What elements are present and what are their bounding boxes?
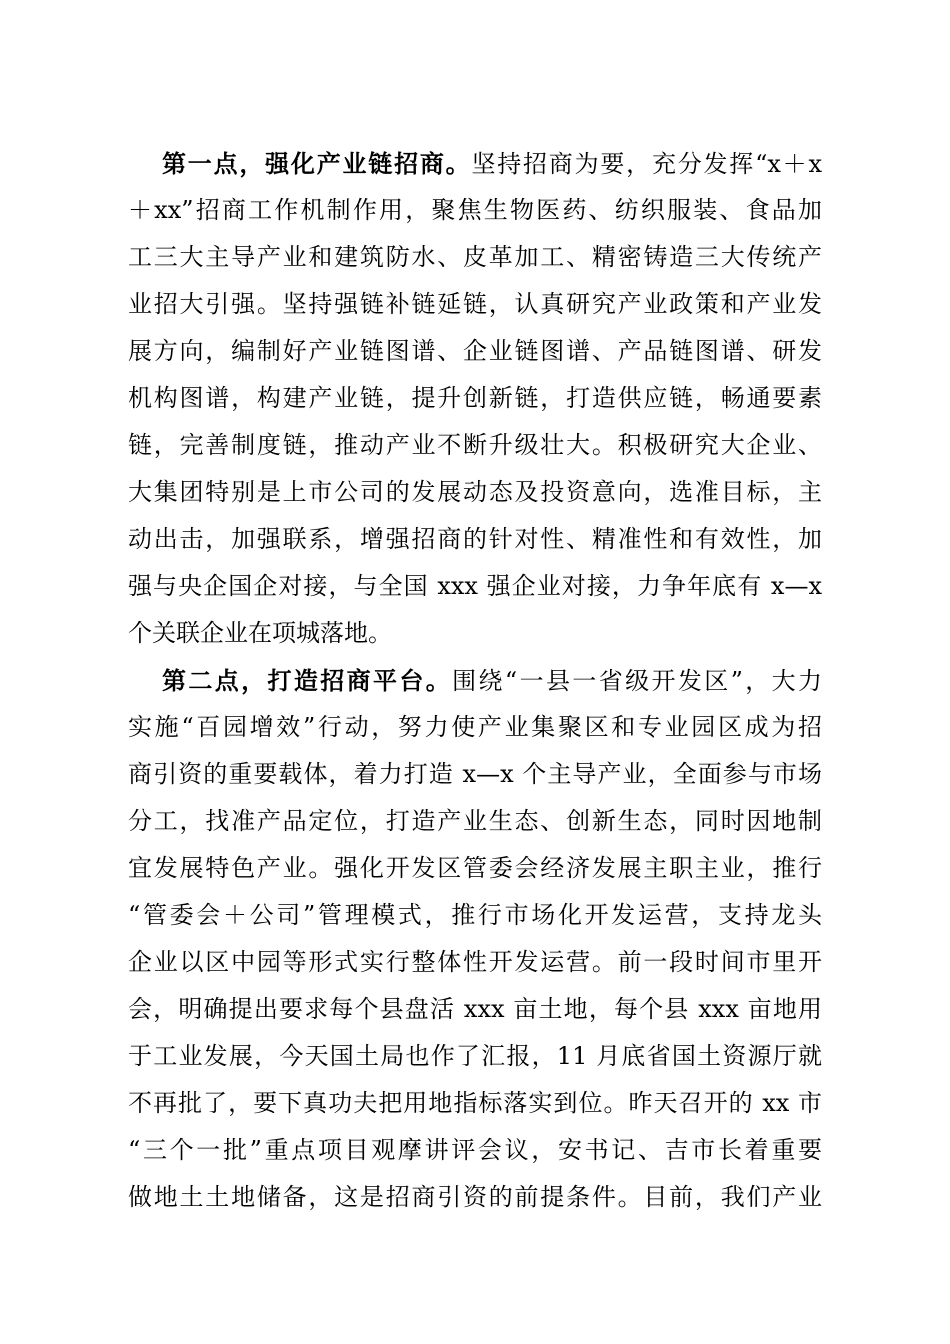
- text-line: 商引资的重要载体，着力打造 x—x 个主导产业，全面参与市场: [128, 760, 822, 788]
- text-run: 坚持招商为要，充分发挥“x＋x: [471, 150, 822, 178]
- text-line: 宜发展特色产业。强化开发区管委会经济发展主职主业，推行: [128, 854, 822, 882]
- paragraph-heading: 第一点，强化产业链招商。: [162, 149, 472, 178]
- text-line: 链，完善制度链，推动产业不断升级壮大。积极研究大企业、: [128, 431, 822, 459]
- text-line: 业招大引强。坚持强链补链延链，认真研究产业政策和产业发: [128, 290, 822, 318]
- text-line: “三个一批”重点项目观摩讲评会议，安书记、吉市长着重要: [128, 1136, 822, 1164]
- text-line: 实施“百园增效”行动，努力使产业集聚区和专业园区成为招: [128, 713, 822, 741]
- paragraph-industry-chain: [128, 140, 822, 657]
- text-line: 机构图谱，构建产业链，提升创新链，打造供应链，畅通要素: [128, 384, 822, 412]
- document-body: [128, 140, 822, 1221]
- text-line: 展方向，编制好产业链图谱、企业链图谱、产品链图谱、研发: [128, 337, 822, 365]
- text-line: 企业以区中园等形式实行整体性开发运营。前一段时间市里开: [128, 948, 822, 976]
- text-line: 做地土土地储备，这是招商引资的前提条件。目前，我们产业: [128, 1183, 822, 1211]
- text-line: 工三大主导产业和建筑防水、皮革加工、精密铸造三大传统产: [128, 243, 822, 271]
- text-line: 于工业发展，今天国土局也作了汇报，11 月底省国土资源厅就: [128, 1042, 822, 1070]
- text-line: 分工，找准产品定位，打造产业生态、创新生态，同时因地制: [128, 807, 822, 835]
- text-line: 大集团特别是上市公司的发展动态及投资意向，选准目标，主: [128, 478, 822, 506]
- paragraph-investment-platform: [128, 657, 822, 1221]
- text-line: [128, 657, 822, 704]
- text-line: 个关联企业在项城落地。: [128, 619, 392, 647]
- paragraph-heading: 第二点，打造招商平台。: [162, 666, 453, 695]
- text-line: 会，明确提出要求每个县盘活 xxx 亩土地，每个县 xxx 亩地用: [128, 995, 822, 1023]
- text-line: “管委会＋公司”管理模式，推行市场化开发运营，支持龙头: [128, 901, 822, 929]
- text-line: 不再批了，要下真功夫把用地指标落实到位。昨天召开的 xx 市: [128, 1089, 822, 1117]
- text-line: ＋xx”招商工作机制作用，聚焦生物医药、纺织服装、食品加: [128, 196, 822, 224]
- text-run: 围绕“一县一省级开发区”，大力: [452, 667, 822, 695]
- text-line: [128, 140, 822, 187]
- text-line: 强与央企国企对接，与全国 xxx 强企业对接，力争年底有 x—x: [128, 572, 822, 600]
- text-line: 动出击，加强联系，增强招商的针对性、精准性和有效性，加: [128, 525, 822, 553]
